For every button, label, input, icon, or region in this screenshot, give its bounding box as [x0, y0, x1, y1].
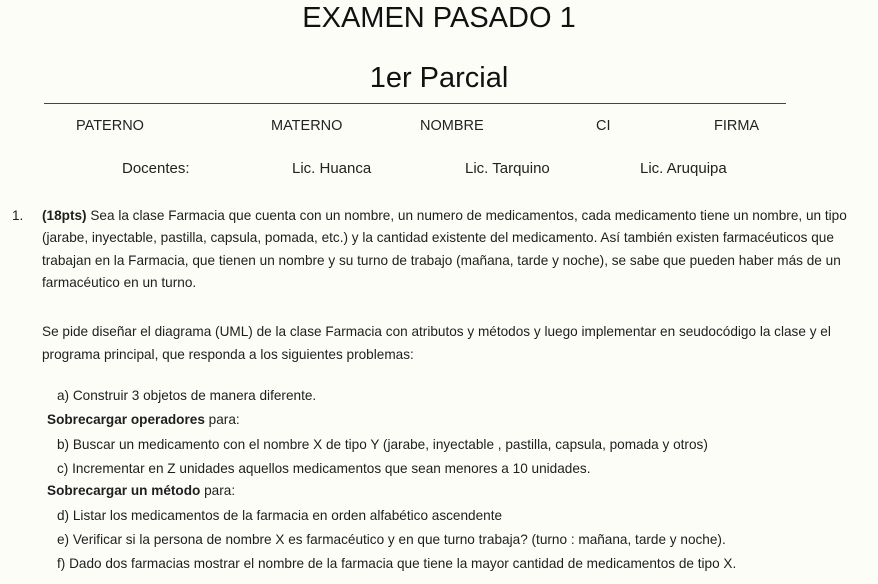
field-nombre: NOMBRE — [420, 118, 484, 134]
question-number: 1. — [12, 208, 24, 223]
teacher-2: Lic. Tarquino — [465, 160, 550, 177]
question-text: Sea la clase Farmacia que cuenta con un nombre, un numero de medicamentos, cada medicamento tiene un nombre, un tipo (jarabe, inyectable, pastilla, capsula, pomada, etc.) y la cantidad existente del medicamento. Así también existen farmacéuticos que trabajan en la Farmacia, que tienen un nombre y su turno de trabajo (mañana, tarde y noche), se sabe que pueden haber más de un farmacéutico en un turno. — [42, 208, 847, 290]
overload-operators-label: Sobrecargar operadores — [47, 412, 205, 427]
overload-operators-heading — [47, 412, 240, 427]
task-a: a) Construir 3 objetos de manera diferente. — [57, 388, 317, 403]
task-c: c) Incrementar en Z unidades aquellos medicamentos que sean menores a 10 unidades. — [57, 461, 591, 476]
task-d: d) Listar los medicamentos de la farmacia en orden alfabético ascendente — [57, 508, 503, 523]
question-points: (18pts) — [42, 208, 87, 223]
teacher-1: Lic. Huanca — [292, 160, 372, 177]
overload-method-label: Sobrecargar un método — [47, 483, 201, 498]
field-firma: FIRMA — [714, 118, 760, 134]
question-statement — [42, 205, 848, 294]
teacher-3: Lic. Aruquipa — [640, 160, 727, 177]
overload-method-suffix: para: — [200, 483, 236, 498]
field-paterno: PATERNO — [76, 118, 144, 134]
overload-operators-suffix: para: — [204, 412, 240, 427]
task-e: e) Verificar si la persona de nombre X es farmacéutico y en que turno trabaja? (turno : mañana, tarde y noche). — [57, 532, 726, 547]
exam-subtitle: 1er Parcial — [369, 62, 509, 94]
overload-method-heading — [47, 483, 235, 498]
teachers-label: Docentes: — [122, 160, 190, 177]
exam-title: EXAMEN PASADO 1 — [302, 2, 576, 34]
field-materno: MATERNO — [271, 118, 343, 134]
header-divider — [44, 103, 786, 104]
question-request: Se pide diseñar el diagrama (UML) de la clase Farmacia con atributos y métodos y luego implementar en seudocódigo la clase y el programa principal, que responda a los siguientes problemas: — [42, 324, 831, 362]
task-f: f) Dado dos farmacias mostrar el nombre de la farmacia que tiene la mayor cantidad de medicamentos de tipo X. — [57, 556, 737, 571]
field-ci: CI — [596, 118, 611, 134]
question-1 — [12, 205, 848, 294]
task-b: b) Buscar un medicamento con el nombre X de tipo Y (jarabe, inyectable , pastilla, capsula, pomada y otros) — [57, 437, 708, 452]
